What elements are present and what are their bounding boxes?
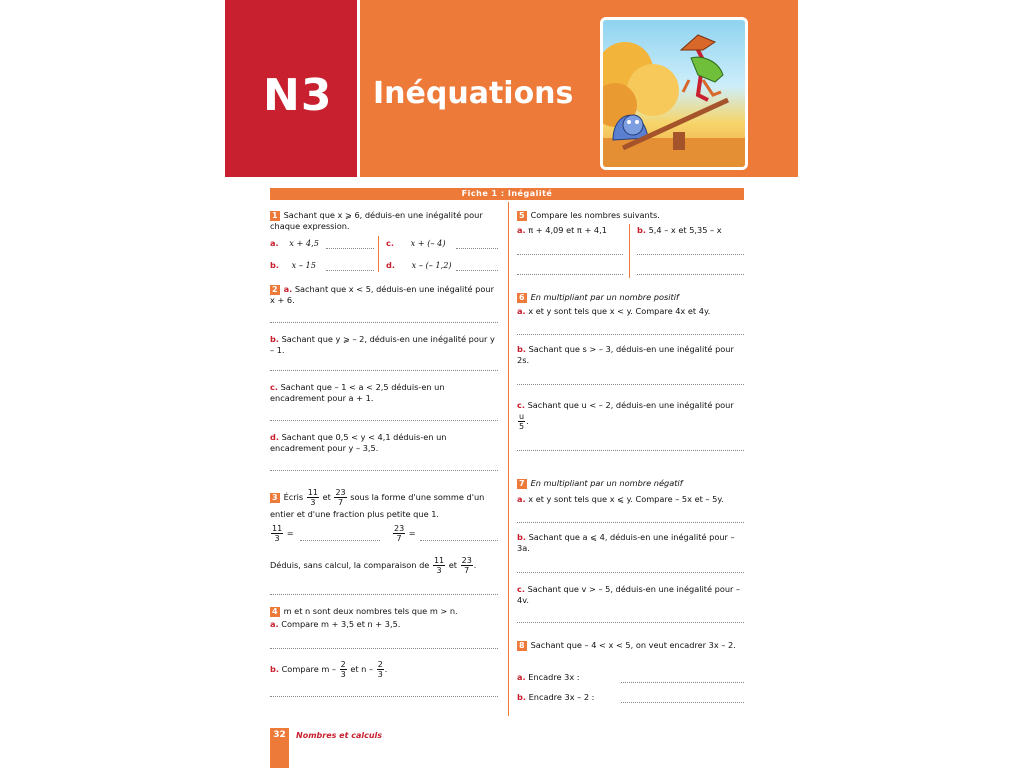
exercise-text: Compare les nombres suivants. <box>530 210 660 220</box>
ex3-conclusion: Déduis, sans calcul, la comparaison de $\frac{11}{3}$ et $\frac{23}{7}$ . <box>270 556 477 575</box>
exercise-7 <box>517 478 744 605</box>
item-label: a. <box>283 284 293 294</box>
worksheet-page <box>225 0 798 768</box>
ex3-answer-2: $\frac{23}{7}$ = <box>394 524 416 543</box>
exercise-3-statement <box>270 488 498 521</box>
exercise-4-statement <box>270 606 498 617</box>
item-text: Sachant que 0,5 < y < 4,1 déduis-en un encadrement pour y – 3,5. <box>270 432 447 453</box>
answer-line[interactable] <box>517 334 744 335</box>
exercise-number: 1 <box>272 211 278 220</box>
item-label: a. <box>270 238 279 248</box>
answer-line[interactable] <box>517 274 623 275</box>
connector: et <box>322 492 331 502</box>
item-expression: x + 4,5 <box>289 238 319 248</box>
exercise-number: 8 <box>519 641 525 650</box>
statement-end: sous la forme d'une somme d'un entier et d'une fraction plus petite que 1. <box>270 492 485 519</box>
answer-line[interactable] <box>517 622 744 623</box>
exercise-number: 7 <box>519 479 525 488</box>
ex5-part-b: b. 5,4 – x et 5,35 – x <box>637 225 722 235</box>
page-number: 32 <box>270 728 289 768</box>
exercise-text: Sachant que x ⩾ 6, déduis-en une inégalité pour chaque expression. <box>270 210 483 231</box>
exercise-5-statement <box>517 210 744 221</box>
ex7-part-b: b. Sachant que a ⩽ 4, déduis-en une inégalité pour – 3a. <box>517 532 735 553</box>
exercise-number: 5 <box>519 211 525 220</box>
statement-start: Écris <box>283 492 304 502</box>
item-separator <box>378 236 379 272</box>
item-expression: x – 15 <box>291 260 316 270</box>
ex7-part-c: c. Sachant que v > – 5, déduis-en une inégalité pour – 4v. <box>517 584 741 605</box>
answer-line[interactable] <box>517 572 744 573</box>
exercise-2 <box>270 284 498 453</box>
ex6-part-c: c. Sachant que u < – 2, déduis-en une inégalité pour $\frac{u}{5}$ . <box>517 400 734 431</box>
exercise-3 <box>270 488 498 575</box>
chapter-code-block <box>225 0 357 177</box>
exercise-title: En multipliant par un nombre positif <box>530 292 679 302</box>
ex4-part-a: a. Compare m + 3,5 et n + 3,5. <box>270 619 401 629</box>
chapter-code: N3 <box>263 70 333 121</box>
item-expression: x + (– 4) <box>410 238 446 248</box>
answer-line[interactable] <box>517 384 744 385</box>
answer-line[interactable] <box>270 648 498 649</box>
exercise-text: Sachant que – 4 < x < 5, on veut encadrer 3x – 2. <box>530 640 736 650</box>
item-text: Sachant que – 1 < a < 2,5 déduis-en un encadrement pour a + 1. <box>270 382 445 403</box>
fiche-title-bar: Fiche 1 : Inégalité <box>270 188 744 200</box>
chapter-title: Inéquations <box>373 76 574 111</box>
exercise-1-statement <box>270 210 498 232</box>
fraction-23-7: $\frac{23}{7}$ <box>335 488 346 507</box>
item-label: c. <box>386 238 394 248</box>
item-separator <box>629 224 630 278</box>
ex4-part-b: b. Compare m – $\frac{2}{3}$ et n – $\frac{2}{3}$ . <box>270 660 388 679</box>
answer-line[interactable] <box>270 470 498 471</box>
cartoon-illustration <box>600 17 748 170</box>
exercise-number: 2 <box>272 285 278 294</box>
answer-line[interactable] <box>420 540 498 541</box>
item-label: d. <box>270 432 279 442</box>
ex2-part-d <box>270 432 498 454</box>
item-label: b. <box>270 334 279 344</box>
item-expression: x – (– 1,2) <box>411 260 452 270</box>
ex3-answer-1: $\frac{11}{3}$ = <box>272 524 294 543</box>
item-text: Sachant que y ⩾ – 2, déduis-en une inégalité pour y – 1. <box>270 334 495 355</box>
exercise-5 <box>517 210 744 235</box>
exercise-number: 3 <box>272 493 278 502</box>
answer-line[interactable] <box>270 696 498 697</box>
answer-line[interactable] <box>621 702 744 703</box>
exercise-8 <box>517 640 744 702</box>
exercise-number: 6 <box>519 293 525 302</box>
exercise-8-statement <box>517 640 744 651</box>
item-label: d. <box>386 260 395 270</box>
answer-line[interactable] <box>270 322 498 323</box>
item-text: Sachant que x < 5, déduis-en une inégalité pour x + 6. <box>270 284 494 305</box>
ex8-part-a: a. Encadre 3x : <box>517 672 580 682</box>
answer-line[interactable] <box>517 254 623 255</box>
answer-line[interactable] <box>517 522 744 523</box>
ex6-part-b: b. Sachant que s > – 3, déduis-en une inégalité pour 2s. <box>517 344 734 365</box>
cartoon-illustration-art <box>603 20 745 167</box>
answer-line[interactable] <box>517 450 744 451</box>
exercise-7-title <box>517 478 744 489</box>
answer-line[interactable] <box>270 370 498 371</box>
exercise-text: m et n sont deux nombres tels que m > n. <box>283 606 458 616</box>
answer-line[interactable] <box>637 254 744 255</box>
ex2-part-b <box>270 334 498 356</box>
section-name: Nombres et calculs <box>296 731 383 740</box>
fraction-11-3: $\frac{11}{3}$ <box>307 488 318 507</box>
answer-line[interactable] <box>637 274 744 275</box>
answer-line[interactable] <box>326 270 374 271</box>
item-label: c. <box>270 382 278 392</box>
exercise-4 <box>270 606 498 679</box>
answer-line[interactable] <box>621 682 744 683</box>
ex8-part-b: b. Encadre 3x – 2 : <box>517 692 595 702</box>
item-label: b. <box>270 260 279 270</box>
exercise-1 <box>270 210 498 270</box>
exercise-6 <box>517 292 744 431</box>
ex5-part-a: a. π + 4,09 et π + 4,1 <box>517 225 607 235</box>
answer-line[interactable] <box>456 248 498 249</box>
answer-line[interactable] <box>270 594 498 595</box>
ex7-part-a: a. x et y sont tels que x ⩽ y. Compare – 5x et – 5y. <box>517 494 724 504</box>
ex6-part-a: a. x et y sont tels que x < y. Compare 4x et 4y. <box>517 306 711 316</box>
answer-line[interactable] <box>300 540 380 541</box>
answer-line[interactable] <box>270 420 498 421</box>
column-divider <box>508 202 509 716</box>
exercise-title: En multipliant par un nombre négatif <box>530 478 683 488</box>
ex2-part-a <box>270 284 498 306</box>
exercise-number: 4 <box>272 607 278 616</box>
answer-line[interactable] <box>456 270 498 271</box>
answer-line[interactable] <box>326 248 374 249</box>
exercise-6-title <box>517 292 744 303</box>
ex2-part-c <box>270 382 498 404</box>
